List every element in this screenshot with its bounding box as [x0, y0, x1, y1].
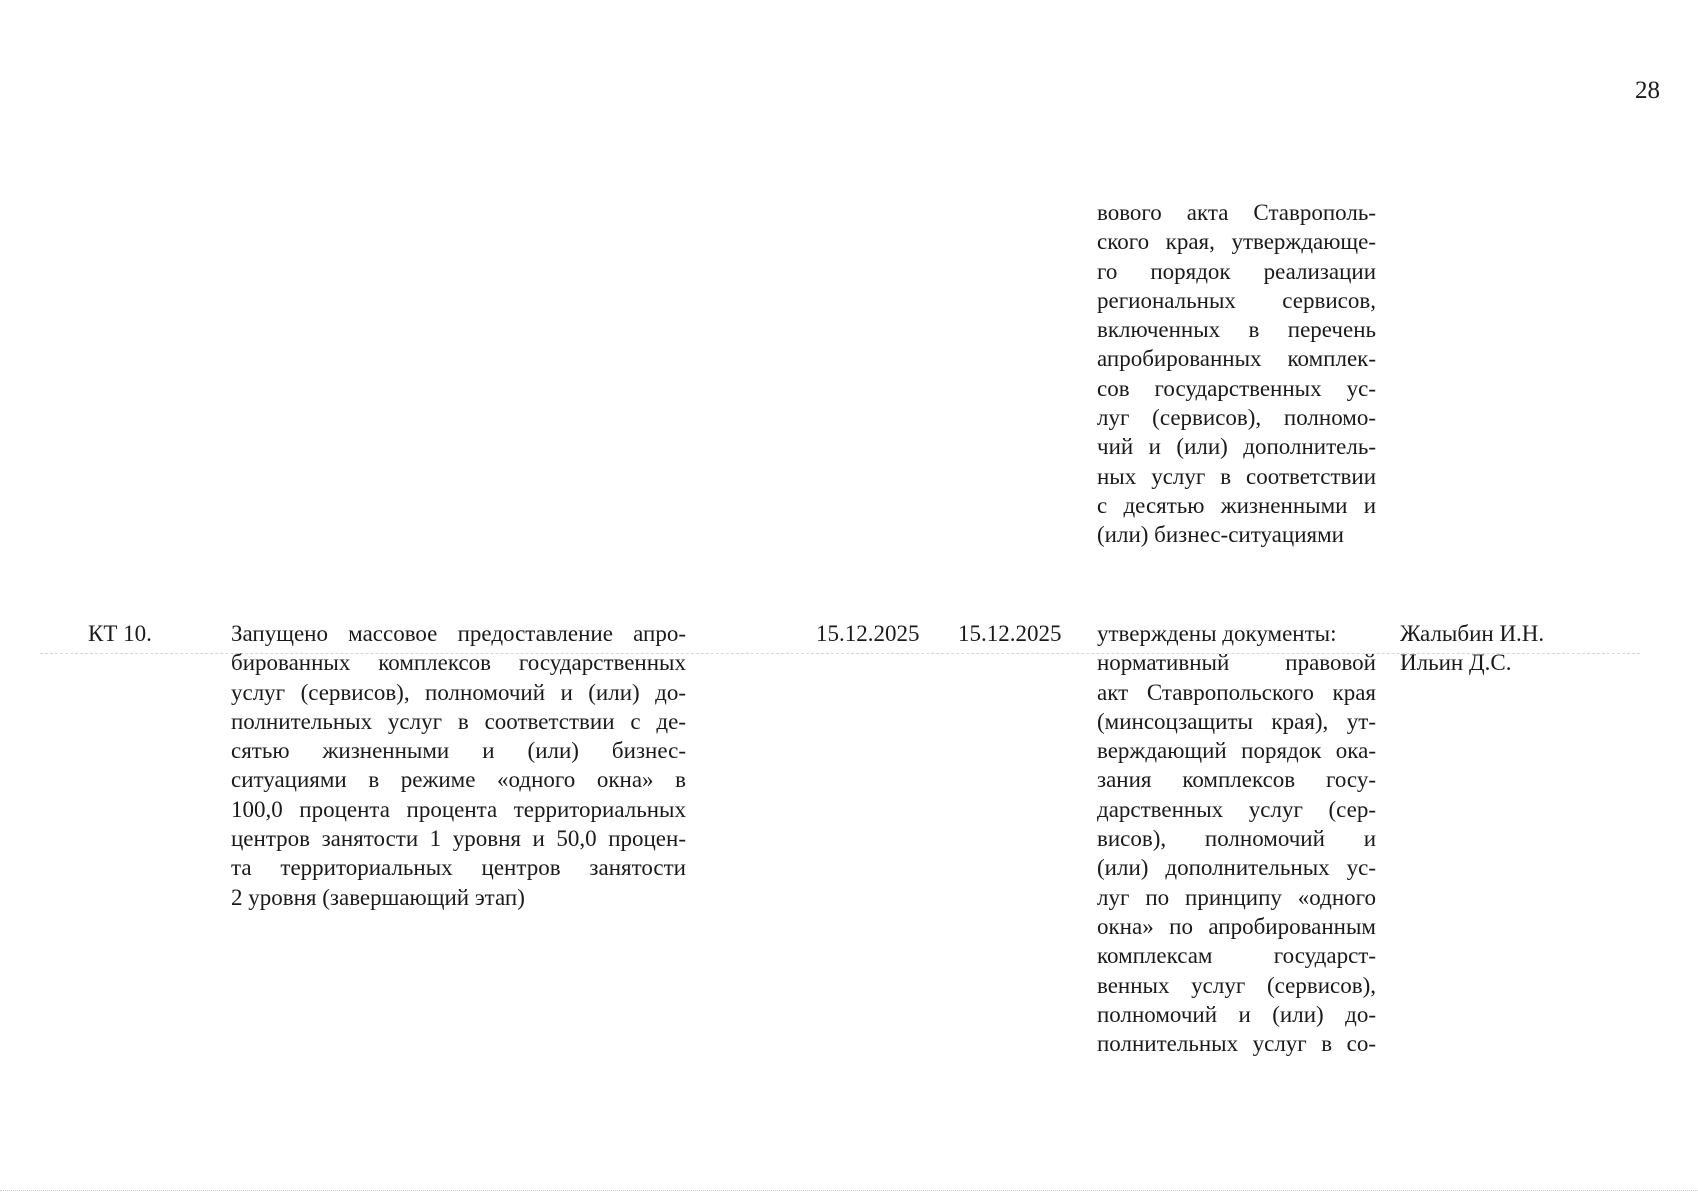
text-line: ского края, утверждающе-: [1097, 229, 1376, 255]
text-line: полнительных услуг в соответствии с де-: [231, 708, 686, 734]
text-line: дарственных услуг (сер-: [1097, 796, 1376, 822]
text-line: центров занятости 1 уровня и 50,0 процен-: [231, 826, 686, 852]
text-line: нормативный правовой: [1097, 650, 1376, 676]
responsible-person: Ильин Д.С.: [1400, 650, 1512, 676]
text-line: региональных сервисов,: [1097, 287, 1376, 313]
text-line: акт Ставропольского края: [1097, 679, 1376, 705]
text-line: полномочий и (или) до-: [1097, 1001, 1376, 1027]
text-line: утверждены документы:: [1097, 621, 1337, 646]
page-number: 28: [1635, 77, 1660, 104]
text-line: верждающий порядок ока-: [1097, 738, 1376, 764]
text-line: та территориальных центров занятости: [231, 855, 686, 881]
end-date: 15.12.2025: [958, 621, 1062, 646]
text-line: висов), полномочий и: [1097, 826, 1376, 852]
text-line: услуг (сервисов), полномочий и (или) до-: [231, 679, 686, 705]
text-line: (минсоцзащиты края), ут-: [1097, 708, 1376, 734]
text-line: включенных в перечень: [1097, 317, 1376, 343]
text-line: зания комплексов госу-: [1097, 767, 1376, 793]
continuation-text-block: [1097, 198, 1376, 550]
text-line: го порядок реализации: [1097, 258, 1376, 284]
text-line: комплексам государст-: [1097, 943, 1376, 969]
start-date: 15.12.2025: [816, 621, 920, 646]
text-line: венных услуг (сервисов),: [1097, 972, 1376, 998]
text-line: луг (сервисов), полномо-: [1097, 405, 1376, 431]
checkpoint-description: [231, 619, 686, 912]
text-line: окна» по апробированным: [1097, 913, 1376, 939]
text-line: Запущено массовое предоставление апро-: [231, 621, 686, 646]
responsible-persons: [1400, 619, 1544, 678]
text-line: сов государственных ус-: [1097, 375, 1376, 401]
text-line: сятью жизненными и (или) бизнес-: [231, 738, 686, 764]
checkpoint-result: [1097, 619, 1376, 1058]
text-line: чий и (или) дополнитель-: [1097, 434, 1376, 460]
text-line: вового акта Ставрополь-: [1097, 200, 1376, 225]
text-line: с десятью жизненными и: [1097, 492, 1376, 518]
text-line: (или) бизнес-ситуациями: [1097, 522, 1344, 548]
text-line: бированных комплексов государственных: [231, 650, 686, 676]
text-line: полнительных услуг в со-: [1097, 1031, 1376, 1057]
text-line: ситуациями в режиме «одного окна» в: [231, 767, 686, 793]
checkpoint-code: КТ 10.: [88, 621, 152, 646]
text-line: (или) дополнительных ус-: [1097, 855, 1376, 881]
text-line: ных услуг в соответствии: [1097, 463, 1376, 489]
responsible-person: Жалыбин И.Н.: [1400, 621, 1545, 646]
text-line: 100,0 процента процента территориальных: [231, 796, 686, 822]
text-line: 2 уровня (завершающий этап): [231, 884, 525, 910]
scan-edge-artifact: [0, 1190, 1698, 1191]
text-line: апробированных комплек-: [1097, 346, 1376, 372]
text-line: луг по принципу «одного: [1097, 884, 1376, 910]
